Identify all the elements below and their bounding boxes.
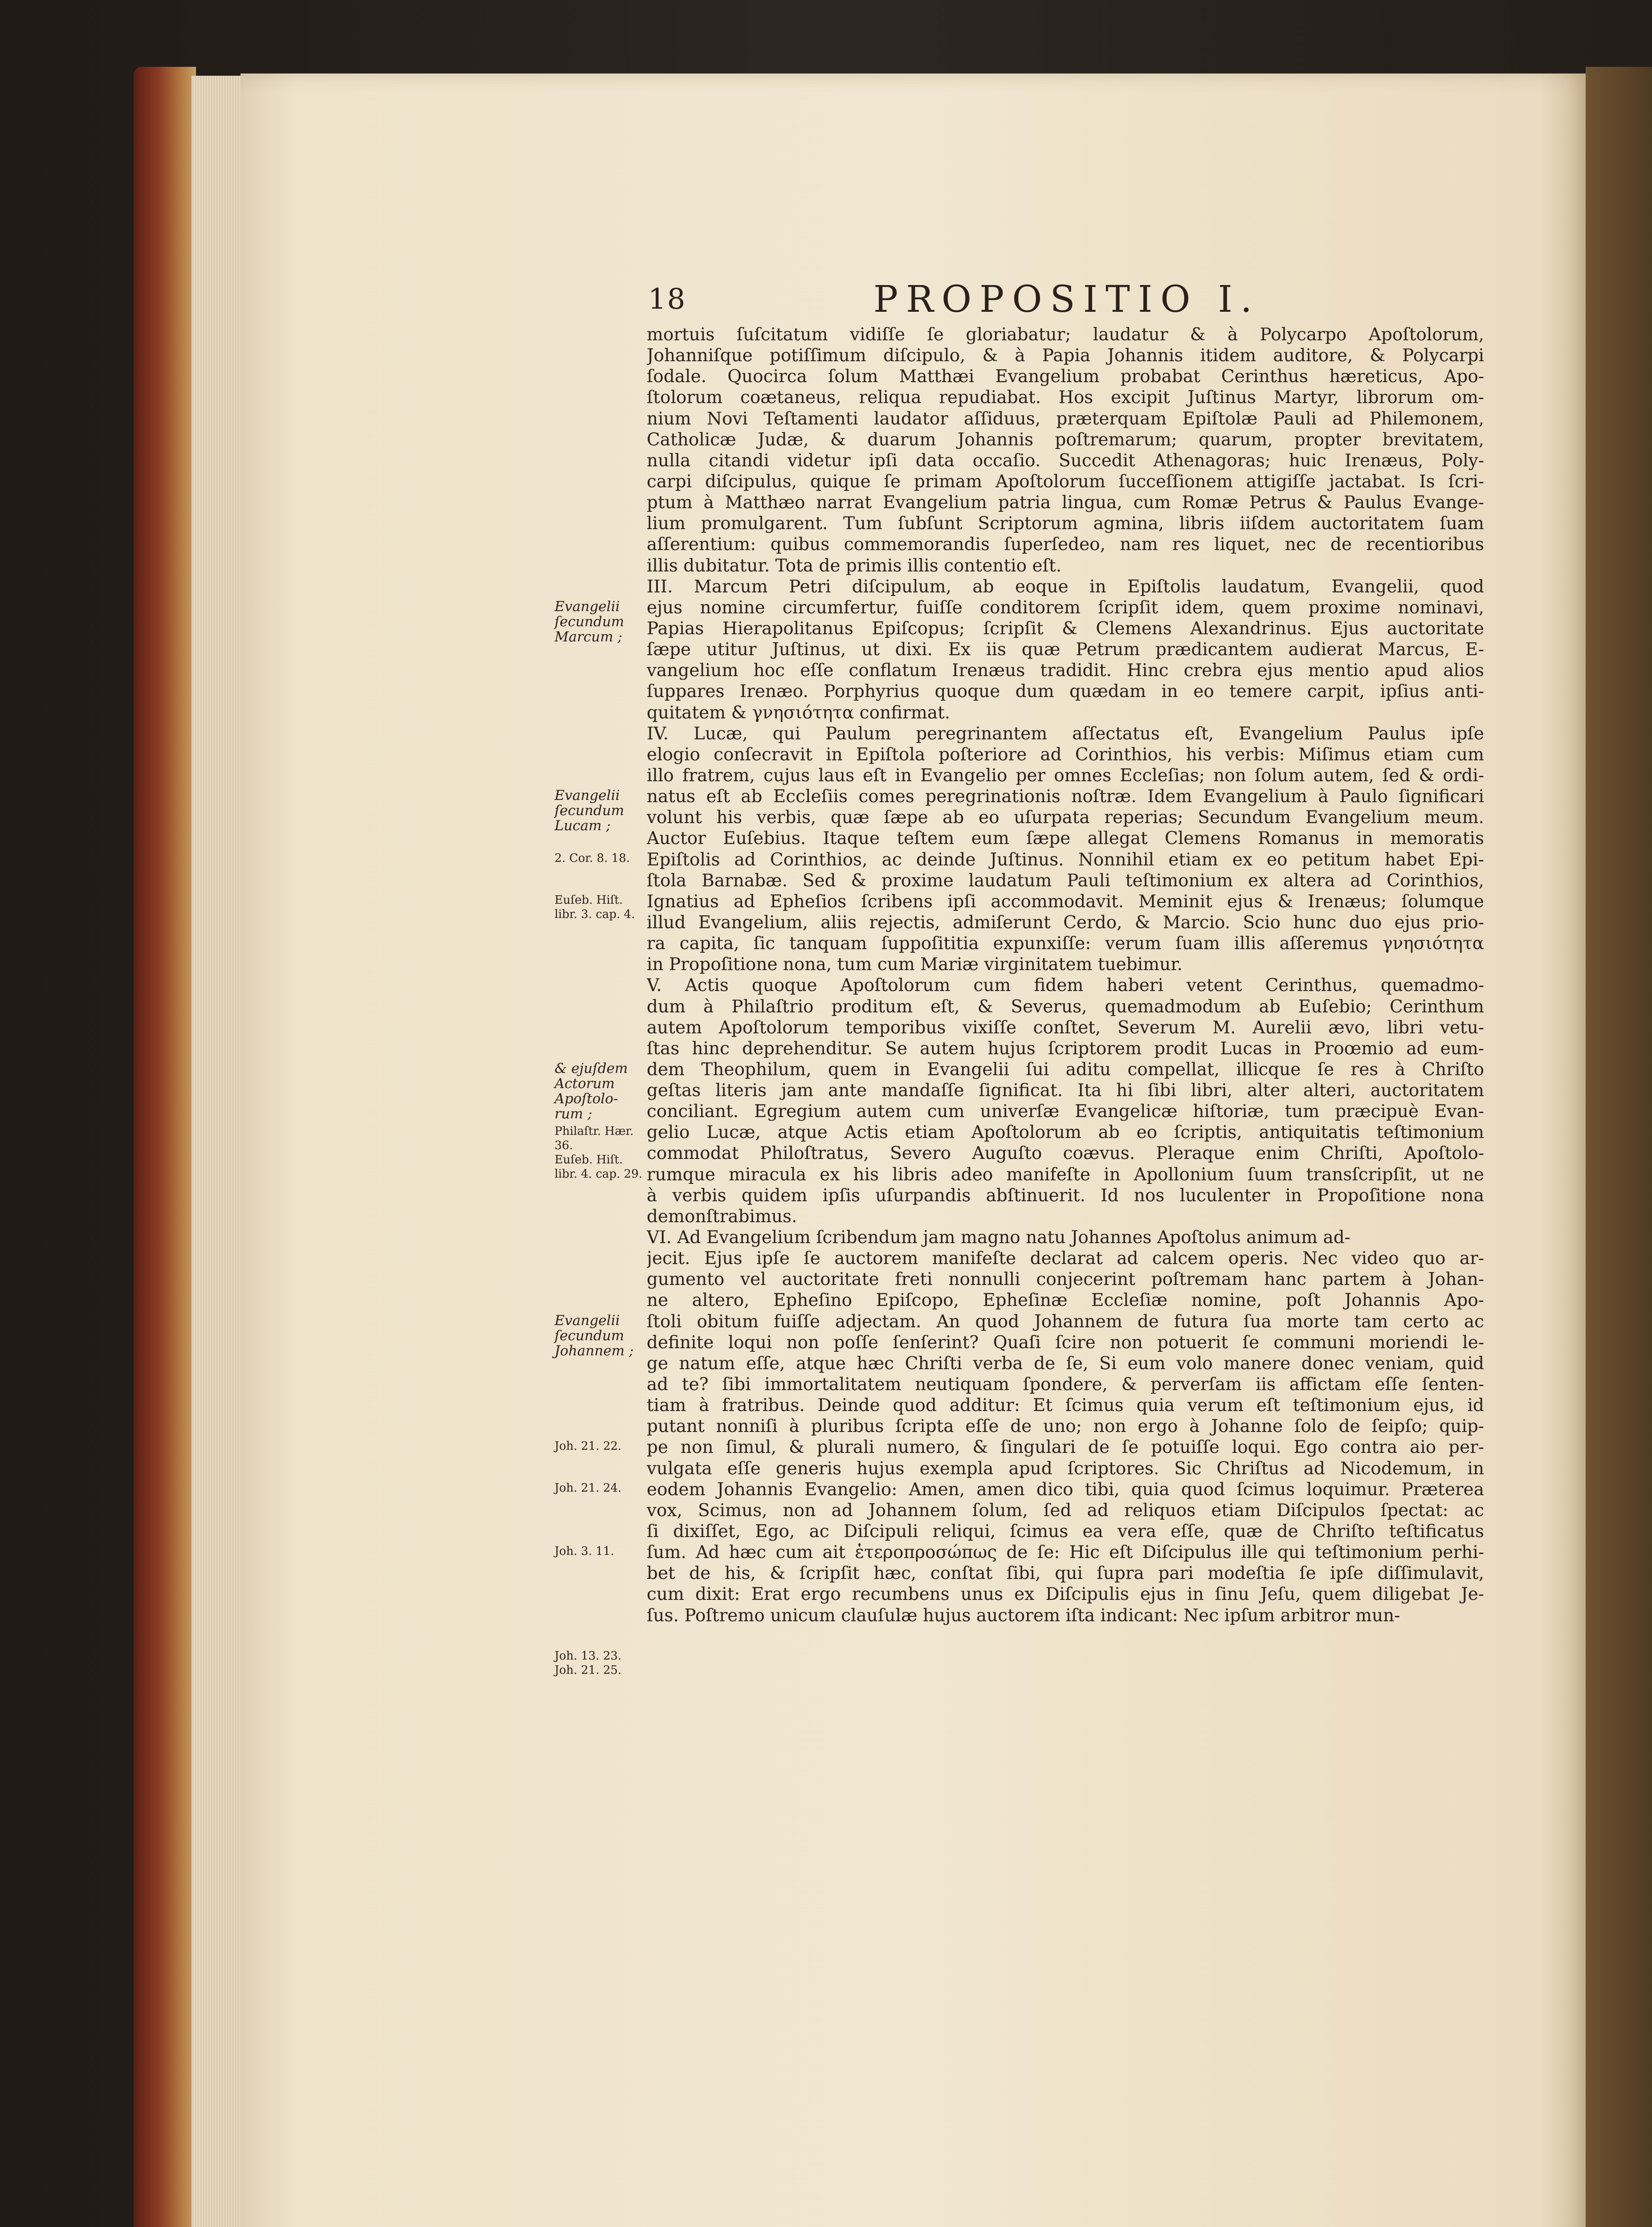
text-line: definite loqui non poſſe ſenſerint? Quaſi ſcire non potuerit ſe communi moriendi le- (647, 1332, 1484, 1353)
text-line: ad te? ſibi immortalitatem neutiquam ſpondere, & perverſam iis affictam eſſe ſenten- (647, 1375, 1484, 1395)
text-line: vox, Scimus, non ad Johannem ſolum, ſed ad reliquos etiam Diſcipulos ſpectat: ac (647, 1500, 1484, 1521)
text-line: demonſtrabimus. (647, 1206, 797, 1227)
text-line: ge natum eſſe, atque hæc Chriſti verba de ſe, Si eum volo manere donec veniam, quid (647, 1353, 1484, 1374)
text-line: III. Marcum Petri diſcipulum, ab eoque in Epiſtolis laudatum, Evangelii, quod (647, 576, 1484, 597)
text-line: ſodale. Quocirca ſolum Matthæi Evangelium probabat Cerinthus hæreticus, Apo- (647, 367, 1484, 387)
text-line: carpi diſcipulus, quique ſe primam Apoſtolorum ſucceſſionem attigiſſe jactabat. Is ſcri- (647, 471, 1484, 492)
text-line: natus eſt ab Eccleſiis comes peregrinationis noſtræ. Idem Evangelium à Paulo ſignificari (647, 787, 1484, 807)
page-header (648, 278, 1485, 327)
margin-note: Evangelii ſecundum Lucam ; (555, 787, 624, 834)
text-line: jecit. Ejus ipſe ſe auctorem manifeſte declarat ad calcem operis. Nec video quo ar- (647, 1248, 1484, 1269)
margin-note: Evangelii ſecundum Johannem ; (555, 1313, 634, 1359)
text-line: ſum. Ad hæc cum ait ἑτεροπροσώπως de ſe: Hic eſt Diſcipulus ille qui teſtimonium perhi- (647, 1542, 1484, 1563)
text-line: vulgata eſſe generis hujus exempla apud ſcriptores. Sic Chriſtus ad Nicodemum, in (647, 1458, 1484, 1479)
text-line: Auctor Euſebius. Itaque teſtem eum ſæpe allegat Clemens Romanus in memoratis (647, 828, 1484, 849)
book-cover-right (1586, 67, 1652, 2227)
text-line: ptum à Matthæo narrat Evangelium patria lingua, cum Romæ Petrus & Paulus Evange- (647, 493, 1484, 513)
text-line: ſæpe utitur Juſtinus, ut dixi. Ex iis quæ Petrum prædicantem audierat Marcus, E- (647, 640, 1484, 660)
text-line: ſuppares Irenæo. Porphyrius quoque dum quædam in eo temere carpit, ipſius anti- (647, 681, 1484, 702)
text-line: quitatem & γνησιότητα confirmat. (647, 702, 950, 723)
text-line: ſus. Poſtremo unicum clauſulæ hujus auctorem iſta indicant: Nec ipſum arbitror mun- (647, 1605, 1400, 1626)
text-line: in Propoſitione nona, tum cum Mariæ virginitatem tuebimur. (647, 954, 1183, 975)
text-line: Catholicæ Judæ, & duarum Johannis poſtremarum; quarum, propter brevitatem, (647, 429, 1484, 450)
text-line: gumento vel auctoritate freti nonnulli conjecerint poſtremam hanc partem à Johan- (647, 1269, 1484, 1290)
text-line: à verbis quidem ipſis uſurpandis abſtinuerit. Id nos luculenter in Propoſitione nona (647, 1185, 1484, 1206)
text-line: illis dubitatur. Tota de primis illis contentio eſt. (647, 555, 1062, 576)
body-text (647, 324, 1484, 1626)
text-line: Johanniſque potiſſimum diſcipulo, & à Papia Johannis itidem auditore, & Polycarpi (647, 346, 1484, 366)
text-line: dem Theophilum, quem in Evangelii ſui aditu compellat, illicque ſe res à Chriſto (647, 1059, 1484, 1080)
text-line: commodat Philoſtratus, Severo Auguſto coævus. Pleraque enim Chriſti, Apoſtolo- (647, 1143, 1484, 1164)
text-line: eodem Johannis Evangelio: Amen, amen dico tibi, quia quod ſcimus loquimur. Præterea (647, 1479, 1484, 1500)
text-line: gelio Lucæ, atque Actis etiam Apoſtolorum ab eo ſcriptis, antiquitatis teſtimonium (647, 1122, 1484, 1143)
text-line: ſtola Barnabæ. Sed & proxime laudatum Pauli teſtimonium ex altera ad Corinthios, (647, 870, 1484, 891)
text-line: ra capita, ſic tanquam ſuppoſititia expunxiſſe: verum ſuam illis aſſeremus γνησιότητα (647, 934, 1484, 954)
page-number: 18 (648, 283, 686, 316)
text-line: volunt his verbis, quæ ſæpe ab eo uſurpata reperias; Secundum Evangelium meum. (647, 808, 1484, 828)
text-line: ne altero, Epheſino Epiſcopo, Epheſinæ Eccleſiæ nomine, poſt Johannis Apo- (647, 1290, 1484, 1311)
text-line: bet de his, & ſcripſit hæc, conſtat ſibi, qui ſupra pari modeſtia ſe ipſe diſſimulavit, (647, 1563, 1484, 1584)
text-line: dum à Philaſtrio proditum eſt, & Severus, quemadmodum ab Euſebio; Cerinthum (647, 996, 1484, 1017)
text-line: rumque miracula ex his libris adeo manifeſte in Apollonium ſuum transſcripſit, ut ne (647, 1164, 1484, 1185)
margin-notes (555, 0, 653, 2227)
text-line: ejus nomine circumfertur, fuiſſe conditorem ſcripſit idem, quem proxime nominavi, (647, 597, 1484, 618)
text-line: autem Apoſtolorum temporibus vixiſſe conſtet, Severum M. Aurelii ævo, libri vetu- (647, 1017, 1484, 1038)
text-line: nium Novi Teſtamenti laudator aſſiduus, præterquam Epiſtolæ Pauli ad Philemonem, (647, 408, 1484, 429)
text-line: conciliant. Egregium autem cum univerſæ Evangelicæ hiſtoriæ, tum præcipuè Evan- (647, 1101, 1484, 1122)
margin-note: Joh. 3. 11. (555, 1544, 614, 1558)
text-line: vangelium hoc eſſe conflatum Irenæus tradidit. Hinc crebra ejus mentio apud alios (647, 661, 1484, 681)
text-line: Epiſtolis ad Corinthios, ac deinde Juſtinus. Nonnihil etiam ex eo petitum habet Epi- (647, 849, 1484, 870)
text-line: V. Actis quoque Apoſtolorum cum fidem haberi vetent Cerinthus, quemadmo- (647, 975, 1484, 996)
text-line: illud Evangelium, aliis rejectis, admiſerunt Cerdo, & Marcio. Scio hunc duo ejus prio- (647, 912, 1484, 933)
text-line: mortuis ſuſcitatum vidiſſe ſe gloriabatur; laudatur & à Polycarpo Apoſtolorum, (647, 325, 1484, 345)
text-line: nulla citandi videtur ipſi data occaſio. Succedit Athenagoras; huic Irenæus, Poly- (647, 450, 1484, 471)
text-line: VI. Ad Evangelium ſcribendum jam magno natu Johannes Apoſtolus animum ad- (647, 1228, 1350, 1248)
text-line: ſtolorum coætaneus, reliqua repudiabat. Hos excipit Juſtinus Martyr, librorum om- (647, 387, 1484, 408)
margin-note: Evangelii ſecundum Marcum ; (555, 598, 624, 645)
text-line: ſtoli obitum fuiſſe adjectam. An quod Johannem de futura ſua morte tam certo ac (647, 1311, 1484, 1332)
text-line: Papias Hierapolitanus Epiſcopus; ſcripſit & Clemens Alexandrinus. Ejus auctoritate (647, 618, 1484, 639)
book-cover-left (134, 67, 196, 2227)
text-line: IV. Lucæ, qui Paulum peregrinantem aſſectatus eſt, Evangelium Paulus ipſe (647, 723, 1484, 744)
text-line: Ignatius ad Epheſios ſcribens ipſi accommodavit. Meminit ejus & Irenæus; ſolumque (647, 891, 1484, 912)
margin-note: 2. Cor. 8. 18. (555, 851, 630, 865)
margin-note: Joh. 21. 24. (555, 1481, 622, 1495)
margin-note: Philaſtr. Hær. 36. Euſeb. Hiſt. libr. 4. cap. 29. (555, 1124, 643, 1181)
text-line: putant nonniſi à pluribus ſcripta eſſe de uno; non ergo à Johanne ſolo de ſeipſo; quip- (647, 1416, 1484, 1437)
text-line: pe non ſimul, & plurali numero, & ſingulari de ſe potuiſſe loqui. Ego contra aio per- (647, 1437, 1484, 1458)
text-line: aſſerentium: quibus commemorandis ſuperſedeo, nam res liquet, nec de recentioribus (647, 534, 1484, 555)
text-line: lium promulgarent. Tum ſubſunt Scriptorum agmina, libris iiſdem auctoritatem ſuam (647, 514, 1484, 534)
text-line: geſtas literis jam ante mandaſſe ſignificat. Ita hi ſibi libri, alter alteri, auctoritatem (647, 1081, 1484, 1101)
text-line: elogio conſecravit in Epiſtola poſteriore ad Corinthios, his verbis: Miſimus etiam cum (647, 744, 1484, 765)
margin-note: Joh. 13. 23. Joh. 21. 25. (555, 1649, 622, 1677)
margin-note: Joh. 21. 22. (555, 1439, 622, 1453)
margin-note: Euſeb. Hiſt. libr. 3. cap. 4. (555, 893, 635, 922)
text-line: illo fratrem, cujus laus eſt in Evangelio per omnes Eccleſias; non ſolum autem, ſed & ordi- (647, 765, 1484, 786)
text-line: cum dixit: Erat ergo recumbens unus ex Diſcipulis ejus in ſinu Jeſu, quem diligebat Je- (647, 1584, 1484, 1605)
text-line: tiam à fratribus. Deinde quod additur: Et ſcimus quia verum eſt teſtimonium ejus, id (647, 1395, 1484, 1416)
page-edges (192, 76, 245, 2227)
text-line: ſtas hinc deprehenditur. Se autem hujus ſcriptorem prodit Lucas in Proœmio ad eum- (647, 1038, 1484, 1059)
margin-note: & ejuſdem Actorum Apoſtolo- rum ; (555, 1060, 628, 1122)
text-line: ſi dixiſſet, Ego, ac Diſcipuli reliqui, ſcimus ea vera eſſe, quæ de Chriſto teſtificatus (647, 1521, 1484, 1542)
running-title: PROPOSITIO I. (873, 278, 1260, 321)
